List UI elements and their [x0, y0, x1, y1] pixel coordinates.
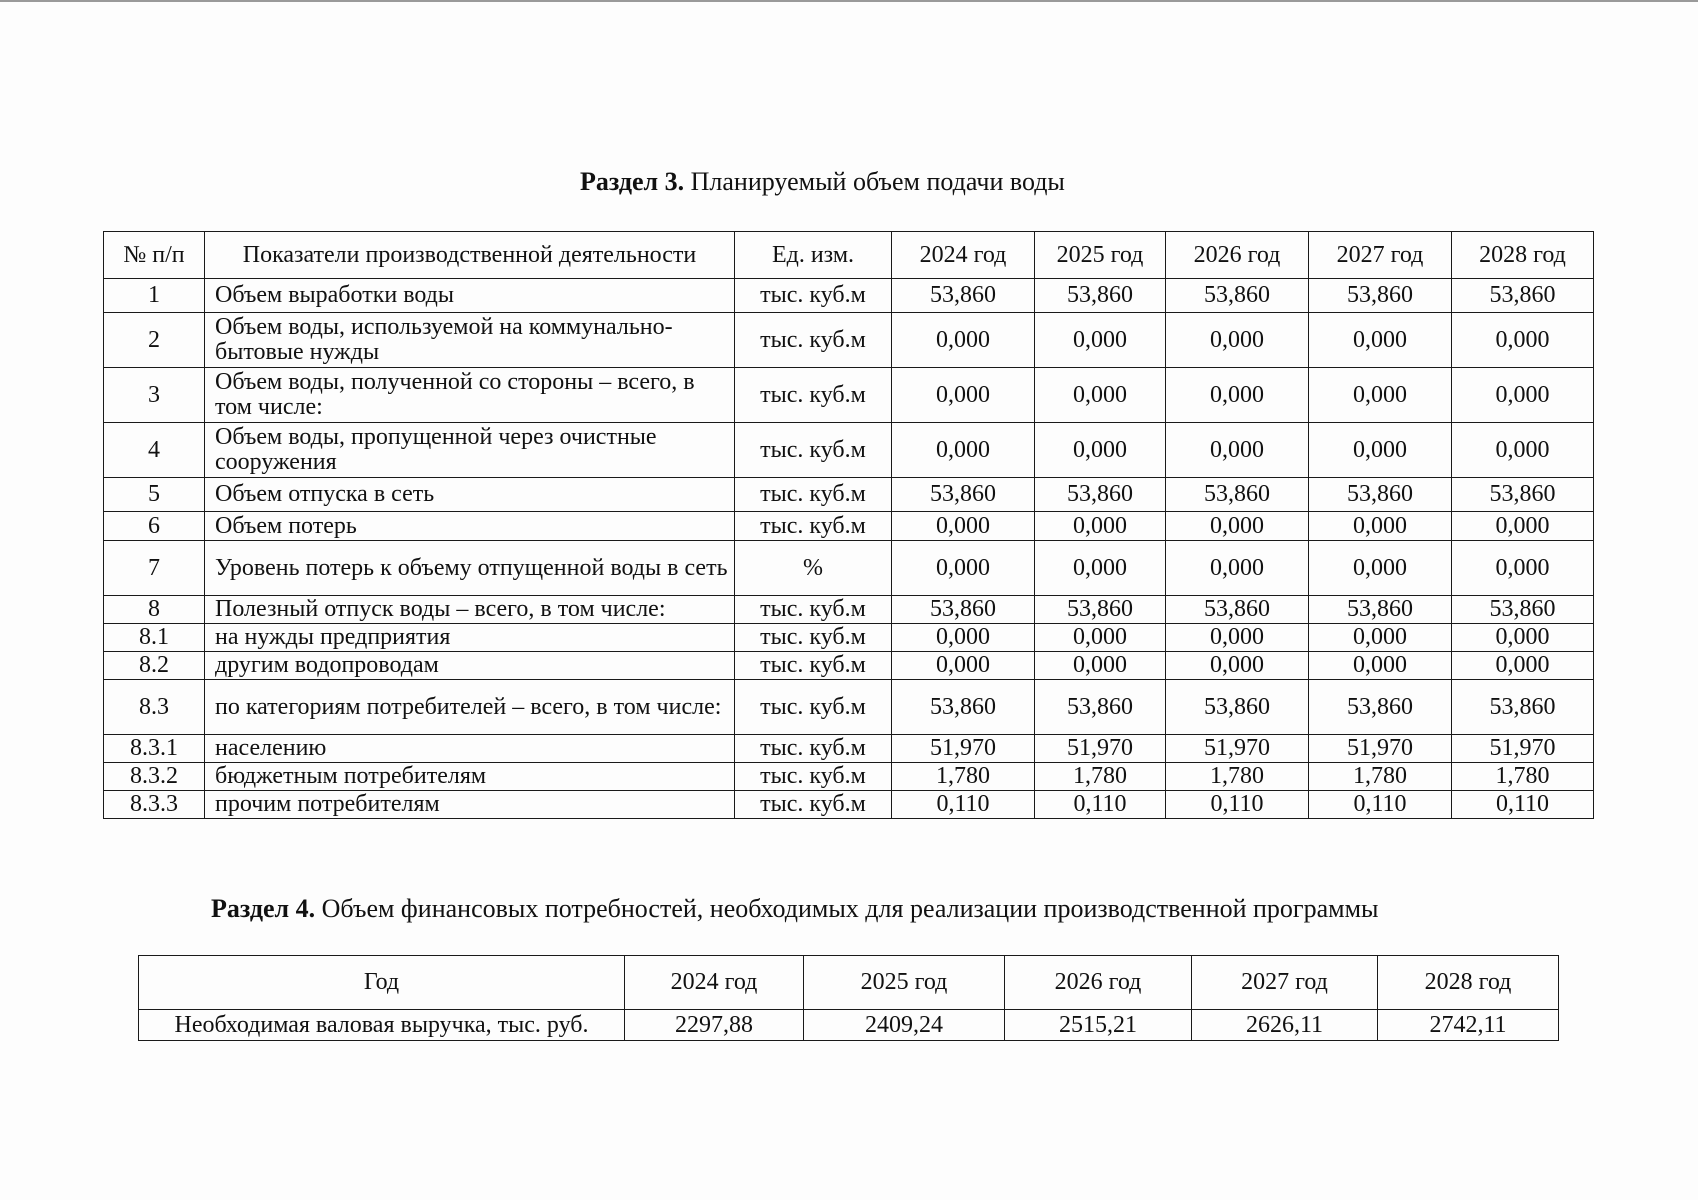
financial-header-row [139, 956, 1559, 1010]
value-cell: 0,000 [1309, 541, 1452, 596]
value-cell: 53,860 [892, 680, 1035, 735]
row-number: 8.3.2 [104, 763, 205, 791]
value-cell: 51,970 [1309, 735, 1452, 763]
value-cell: 2409,24 [804, 1010, 1005, 1041]
indicator-name: населению [205, 735, 735, 763]
header-cell: 2024 год [625, 956, 804, 1010]
indicator-name: другим водопроводам [205, 652, 735, 680]
indicator-name: Полезный отпуск воды – всего, в том числе: [205, 596, 735, 624]
unit-cell: тыс. куб.м [735, 735, 892, 763]
table-row [104, 652, 1594, 680]
value-cell: 51,970 [1035, 735, 1166, 763]
value-cell: 1,780 [1035, 763, 1166, 791]
value-cell: 2515,21 [1005, 1010, 1192, 1041]
value-cell: 53,860 [892, 279, 1035, 313]
value-cell: 53,860 [892, 478, 1035, 512]
row-number: 8 [104, 596, 205, 624]
value-cell: 0,000 [892, 423, 1035, 478]
header-cell: Показатели производственной деятельности [205, 232, 735, 279]
table-row [104, 763, 1594, 791]
value-cell: 0,000 [1035, 313, 1166, 368]
value-cell: 0,000 [892, 652, 1035, 680]
unit-cell: тыс. куб.м [735, 624, 892, 652]
header-cell: 2025 год [1035, 232, 1166, 279]
value-cell: 51,970 [1166, 735, 1309, 763]
value-cell: 53,860 [1309, 596, 1452, 624]
value-cell: 0,000 [1309, 652, 1452, 680]
value-cell: 1,780 [1452, 763, 1594, 791]
value-cell: 53,860 [1309, 680, 1452, 735]
value-cell: 0,110 [1166, 791, 1309, 819]
value-cell: 2742,11 [1378, 1010, 1559, 1041]
value-cell: 53,860 [1166, 596, 1309, 624]
header-cell: Год [139, 956, 625, 1010]
value-cell: 53,860 [1035, 680, 1166, 735]
unit-cell: тыс. куб.м [735, 791, 892, 819]
value-cell: 0,000 [1452, 624, 1594, 652]
value-cell: 0,000 [1309, 423, 1452, 478]
value-cell: 0,000 [1166, 541, 1309, 596]
indicator-name: Объем отпуска в сеть [205, 478, 735, 512]
header-cell: 2026 год [1166, 232, 1309, 279]
unit-cell: тыс. куб.м [735, 279, 892, 313]
indicator-name: Объем воды, полученной со стороны – всего, в том числе: [205, 368, 735, 423]
indicator-name: по категориям потребителей – всего, в том числе: [205, 680, 735, 735]
value-cell: 53,860 [1166, 680, 1309, 735]
unit-cell: тыс. куб.м [735, 368, 892, 423]
unit-cell: % [735, 541, 892, 596]
value-cell: 0,000 [1035, 512, 1166, 541]
value-cell: 0,000 [1166, 652, 1309, 680]
value-cell: 51,970 [1452, 735, 1594, 763]
section-4-title-text: Объем финансовых потребностей, необходимых для реализации производственной программы [315, 894, 1379, 923]
value-cell: 0,000 [1452, 541, 1594, 596]
value-cell: 0,110 [1035, 791, 1166, 819]
section-3-title-text: Планируемый объем подачи воды [684, 167, 1065, 196]
value-cell: 2297,88 [625, 1010, 804, 1041]
value-cell: 53,860 [1309, 478, 1452, 512]
row-number: 7 [104, 541, 205, 596]
value-cell: 0,000 [892, 541, 1035, 596]
unit-cell: тыс. куб.м [735, 313, 892, 368]
table-row [104, 313, 1594, 368]
value-cell: 0,000 [892, 313, 1035, 368]
table-row [104, 735, 1594, 763]
value-cell: 0,000 [1035, 652, 1166, 680]
section-3-title [580, 167, 1065, 197]
table-row [104, 541, 1594, 596]
row-number: 8.3 [104, 680, 205, 735]
indicator-name: бюджетным потребителям [205, 763, 735, 791]
header-cell: 2028 год [1452, 232, 1594, 279]
value-cell: 0,000 [1309, 313, 1452, 368]
table-row [104, 791, 1594, 819]
value-cell: 1,780 [892, 763, 1035, 791]
unit-cell: тыс. куб.м [735, 423, 892, 478]
value-cell: 53,860 [1452, 478, 1594, 512]
row-number: 2 [104, 313, 205, 368]
value-cell: 53,860 [1452, 680, 1594, 735]
scan-top-edge [0, 0, 1698, 2]
unit-cell: тыс. куб.м [735, 512, 892, 541]
value-cell: 0,000 [1452, 368, 1594, 423]
unit-cell: тыс. куб.м [735, 763, 892, 791]
value-cell: 53,860 [892, 596, 1035, 624]
table-row [104, 279, 1594, 313]
value-cell: 53,860 [1452, 279, 1594, 313]
value-cell: 0,000 [1166, 624, 1309, 652]
water-supply-header-row [104, 232, 1594, 279]
row-number: 1 [104, 279, 205, 313]
row-number: 4 [104, 423, 205, 478]
value-cell: 0,110 [1309, 791, 1452, 819]
section-4-title-bold: Раздел 4. [211, 894, 316, 923]
table-row [104, 596, 1594, 624]
indicator-name: Объем потерь [205, 512, 735, 541]
header-cell: 2025 год [804, 956, 1005, 1010]
header-cell: 2026 год [1005, 956, 1192, 1010]
unit-cell: тыс. куб.м [735, 680, 892, 735]
value-cell: 0,000 [1452, 423, 1594, 478]
indicator-name: Объем выработки воды [205, 279, 735, 313]
header-cell: № п/п [104, 232, 205, 279]
header-cell: 2024 год [892, 232, 1035, 279]
value-cell: 53,860 [1452, 596, 1594, 624]
header-cell: 2028 год [1378, 956, 1559, 1010]
row-number: 8.1 [104, 624, 205, 652]
row-number: 3 [104, 368, 205, 423]
value-cell: 53,860 [1166, 279, 1309, 313]
table-row [104, 624, 1594, 652]
value-cell: 0,000 [1035, 423, 1166, 478]
row-label: Необходимая валовая выручка, тыс. руб. [139, 1010, 625, 1041]
value-cell: 0,000 [892, 624, 1035, 652]
value-cell: 53,860 [1035, 279, 1166, 313]
row-number: 5 [104, 478, 205, 512]
value-cell: 53,860 [1035, 478, 1166, 512]
header-cell: Ед. изм. [735, 232, 892, 279]
table-row [104, 680, 1594, 735]
row-number: 6 [104, 512, 205, 541]
table-row [104, 512, 1594, 541]
financial-needs-table [138, 955, 1559, 1041]
value-cell: 0,000 [1166, 423, 1309, 478]
indicator-name: Уровень потерь к объему отпущенной воды в сеть [205, 541, 735, 596]
value-cell: 0,000 [1452, 313, 1594, 368]
row-number: 8.2 [104, 652, 205, 680]
value-cell: 53,860 [1035, 596, 1166, 624]
section-3-title-bold: Раздел 3. [580, 167, 685, 196]
value-cell: 0,000 [1452, 512, 1594, 541]
section-4-title [211, 894, 1379, 924]
value-cell: 0,000 [1035, 368, 1166, 423]
value-cell: 1,780 [1309, 763, 1452, 791]
value-cell: 0,000 [1166, 512, 1309, 541]
value-cell: 0,000 [1309, 512, 1452, 541]
value-cell: 53,860 [1309, 279, 1452, 313]
table-row [104, 423, 1594, 478]
value-cell: 0,000 [1035, 541, 1166, 596]
value-cell: 0,110 [1452, 791, 1594, 819]
indicator-name: прочим потребителям [205, 791, 735, 819]
value-cell: 0,000 [1166, 313, 1309, 368]
value-cell: 0,000 [892, 368, 1035, 423]
indicator-name: Объем воды, пропущенной через очистные сооружения [205, 423, 735, 478]
table-row [104, 368, 1594, 423]
table-row [104, 478, 1594, 512]
value-cell: 51,970 [892, 735, 1035, 763]
value-cell: 0,000 [892, 512, 1035, 541]
value-cell: 0,000 [1309, 624, 1452, 652]
value-cell: 0,110 [892, 791, 1035, 819]
unit-cell: тыс. куб.м [735, 652, 892, 680]
value-cell: 53,860 [1166, 478, 1309, 512]
header-cell: 2027 год [1309, 232, 1452, 279]
value-cell: 0,000 [1166, 368, 1309, 423]
header-cell: 2027 год [1192, 956, 1378, 1010]
value-cell: 0,000 [1309, 368, 1452, 423]
unit-cell: тыс. куб.м [735, 596, 892, 624]
water-supply-table [103, 231, 1594, 819]
row-number: 8.3.1 [104, 735, 205, 763]
indicator-name: Объем воды, используемой на коммунально-бытовые нужды [205, 313, 735, 368]
value-cell: 0,000 [1035, 624, 1166, 652]
financial-revenue-row [139, 1010, 1559, 1041]
value-cell: 1,780 [1166, 763, 1309, 791]
value-cell: 0,000 [1452, 652, 1594, 680]
value-cell: 2626,11 [1192, 1010, 1378, 1041]
indicator-name: на нужды предприятия [205, 624, 735, 652]
row-number: 8.3.3 [104, 791, 205, 819]
unit-cell: тыс. куб.м [735, 478, 892, 512]
